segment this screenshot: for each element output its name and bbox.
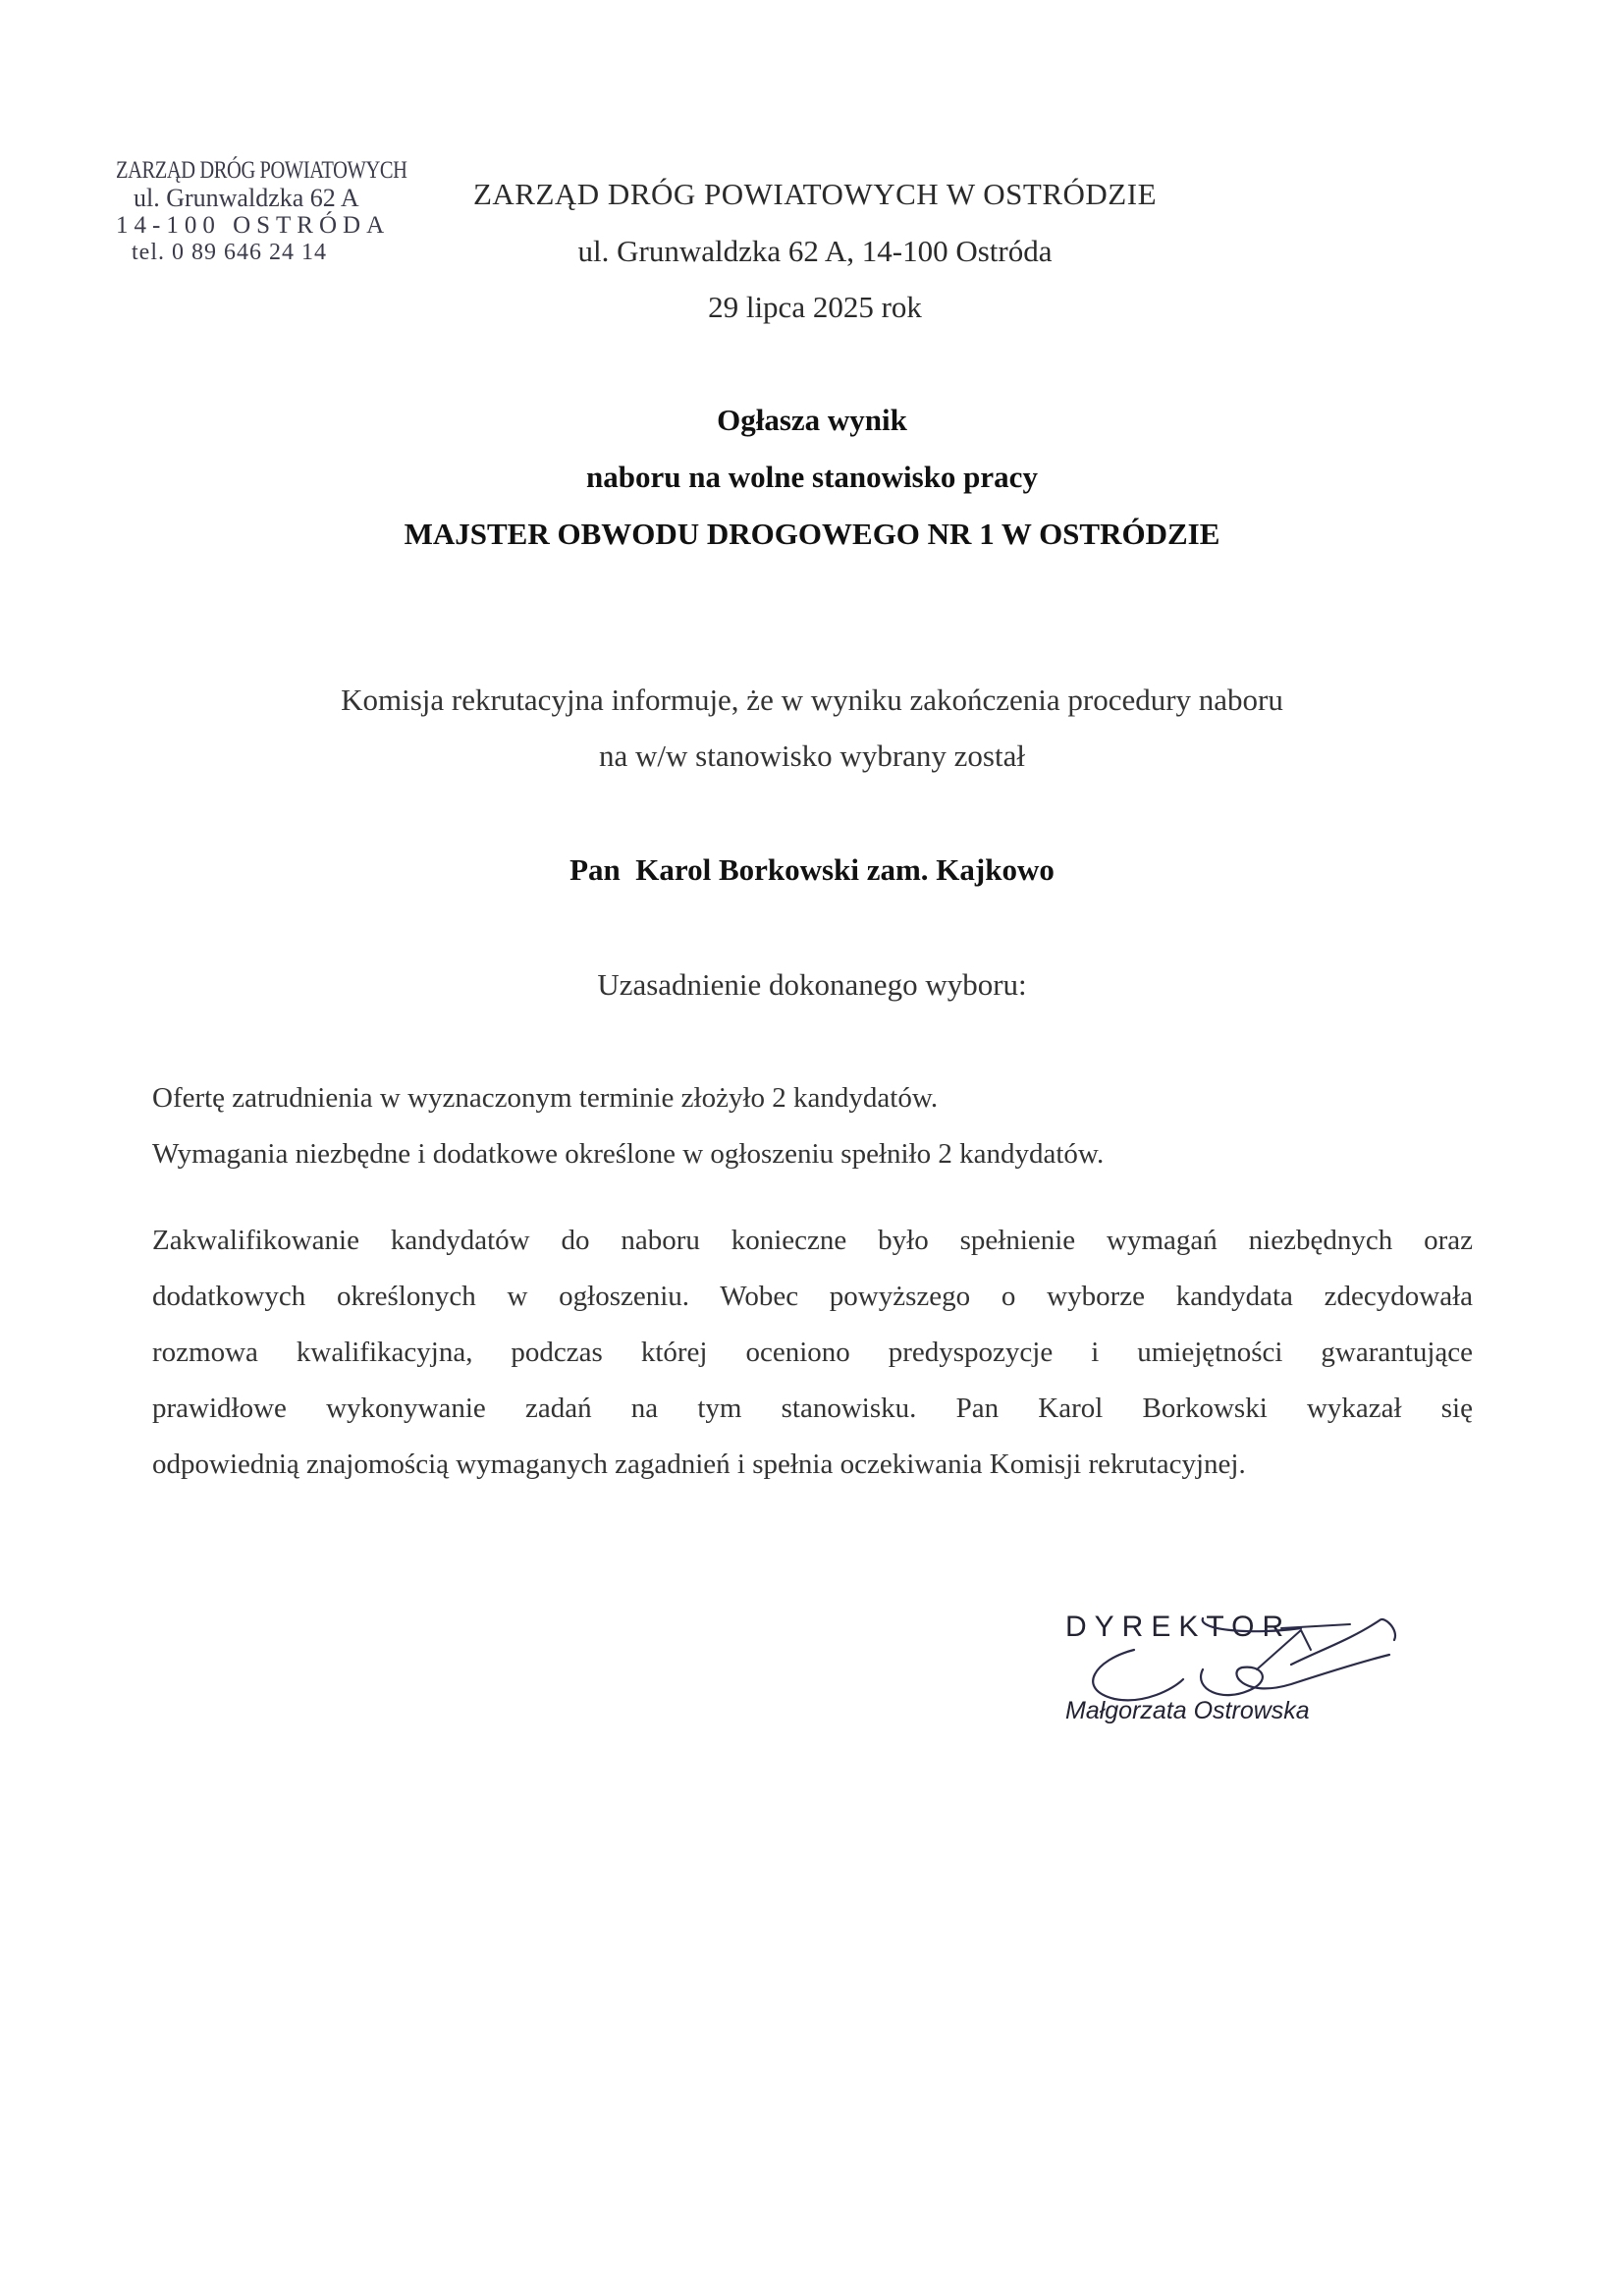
paragraph-candidates-line: Ofertę zatrudnienia w wyznaczonym terminie złożyło 2 kandydatów. <box>152 1082 939 1114</box>
paragraph-justification-line: Zakwalifikowanie kandydatów do naboru konieczne było spełnienie wymagań niezbędnych oraz <box>152 1225 1473 1256</box>
signature-name: Małgorzata Ostrowska <box>1065 1697 1310 1724</box>
header-address: ul. Grunwaldzka 62 A, 14-100 Ostróda <box>577 234 1053 268</box>
stamp-line-1: ZARZĄD DRÓG POWIATOWYCH <box>116 157 407 184</box>
signature-block <box>1056 1611 1419 1738</box>
handwritten-signature <box>1056 1611 1419 1738</box>
signature-title: DYREKTOR <box>1065 1611 1292 1643</box>
paragraph-justification <box>152 1213 1473 1493</box>
paragraph-candidates <box>152 1070 1473 1182</box>
header-date: 29 lipca 2025 rok <box>708 290 922 324</box>
title-line-2: naboru na wolne stanowisko pracy <box>586 460 1038 494</box>
intro-line-2: na w/w stanowisko wybrany został <box>599 738 1025 773</box>
stamp-line-4: tel. 0 89 646 24 14 <box>132 240 327 265</box>
paragraph-justification-line: odpowiednią znajomością wymaganych zagadnień i spełnia oczekiwania Komisji rekrutacyjnej. <box>152 1449 1246 1480</box>
intro-line-1: Komisja rekrutacyjna informuje, że w wyniku zakończenia procedury naboru <box>341 683 1283 717</box>
stamp-line-2: ul. Grunwaldzka 62 A <box>134 184 359 212</box>
title-line-3: MAJSTER OBWODU DROGOWEGO NR 1 W OSTRÓDZIE <box>404 517 1220 551</box>
selected-person: Pan Karol Borkowski zam. Kajkowo <box>569 852 1055 887</box>
organization-stamp <box>116 157 410 265</box>
header-organization: ZARZĄD DRÓG POWIATOWYCH W OSTRÓDZIE <box>472 177 1158 211</box>
paragraph-justification-line: rozmowa kwalifikacyjna, podczas której oceniono predyspozycje i umiejętności gwarantujące <box>152 1337 1473 1368</box>
paragraph-justification-line: prawidłowe wykonywanie zadań na tym stanowisku. Pan Karol Borkowski wykazał się <box>152 1393 1473 1424</box>
title-line-1: Ogłasza wynik <box>717 403 907 437</box>
paragraph-justification-line: dodatkowych określonych w ogłoszeniu. Wobec powyższego o wyborze kandydata zdecydowała <box>152 1281 1473 1312</box>
stamp-line-3: 14-100 OSTRÓDA <box>116 212 391 239</box>
paragraph-candidates-line: Wymagania niezbędne i dodatkowe określone w ogłoszeniu spełniło 2 kandydatów. <box>152 1138 1105 1170</box>
justification-heading: Uzasadnienie dokonanego wyboru: <box>597 967 1027 1002</box>
